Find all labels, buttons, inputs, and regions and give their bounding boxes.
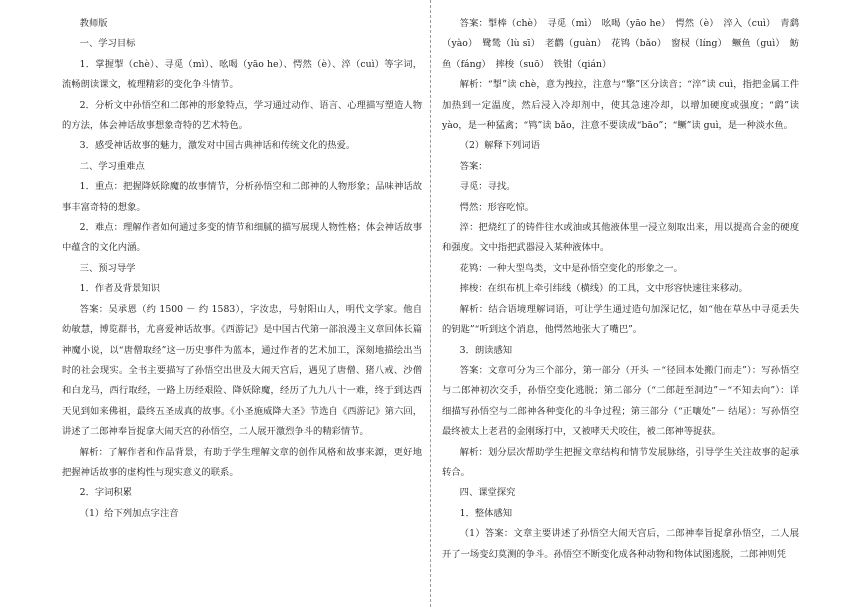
paragraph: （1）答案：文章主要讲述了孙悟空大闹天宫后，二郎神奉旨捉拿孙悟空，二人展开了一场变幻莫测的争斗。孙悟空不断变化成各种动物和物体试图逃脱，二郎神则凭 [442, 528, 799, 560]
paragraph: 淬：把烧红了的铸件往水或油或其他液体里一浸立刻取出来，用以提高合金的硬度和强度。文中指把武器浸入某种液体中。 [442, 222, 799, 254]
subheading: （1）给下列加点字注音 [79, 507, 179, 519]
section-heading: 一、学习目标 [79, 38, 136, 50]
paragraph: 1．掌握掣（chè）、寻觅（mì）、吆喝（yāo he）、愕然（è）、淬（cuì）等字词，流畅朗读课文，梳理精彩的变化争斗情节。 [62, 58, 422, 91]
section-heading: 三、预习导学 [79, 262, 136, 274]
paragraph: 答案：吴承恩（约 1500 － 约 1583），字汝忠，号射阳山人，明代文学家。他自幼敏慧，博览群书，尤喜爱神话故事。《西游记》是中国古代第一部浪漫主义章回体长篇神魔小说，以“唐僧取经”这一历史事件为蓝本，通过作者的艺术加工，深刻地描绘出当时的社会现实。全书主要描写了孙悟空出世及大闹天宫后，遇见了唐僧、猪八戒、沙僧和白龙马，西行取经，一路上历经艰险、降妖除魔，经历了九九八十一难，终于到达西天见到如来佛祖，最终五圣成真的故事。《小圣施威降大圣》节选自《西游记》第六回，讲述了二郎神奉旨捉拿大闹天宫的孙悟空，二人展开激烈争斗的精彩情节。 [62, 303, 422, 438]
paragraph: 寻觅：寻找。 [459, 181, 516, 193]
paragraph: 解析：结合语境理解词语，可让学生通过造句加深记忆，如“他在草丛中寻觅丢失的钥匙”“听到这个消息，他愕然地张大了嘴巴”。 [442, 303, 799, 336]
paragraph: 2．分析文中孙悟空和二郎神的形象特点，学习通过动作、语言、心理描写塑造人物的方法，体会神话故事想象奇特的艺术特色。 [62, 99, 422, 132]
right-column [442, 14, 799, 565]
version-label: 教师版 [79, 18, 108, 29]
paragraph: 愕然：形容吃惊。 [459, 201, 535, 213]
paragraph: 2．难点：理解作者如何通过多变的情节和细腻的描写展现人物性格；体会神话故事中蕴含的文化内涵。 [62, 222, 422, 254]
paragraph: 摔梭：在织布机上牵引纬线（横线）的工具，文中形容快速往来移动。 [459, 283, 748, 295]
paragraph: 花鸨：一种大型鸟类，文中是孙悟空变化的形象之一。 [459, 262, 683, 274]
column-divider [430, 0, 431, 607]
paragraph: 解析：划分层次帮助学生把握文章结构和情节发展脉络，引导学生关注故事的起承转合。 [442, 446, 799, 478]
subheading: 2．字词积累 [79, 487, 133, 499]
paragraph: 1．重点：把握降妖除魔的故事情节，分析孙悟空和二郎神的人物形象；品味神话故事丰富奇特的想象。 [62, 181, 422, 213]
subheading: 1．整体感知 [459, 507, 513, 519]
paragraph: 答案：掣棒（chè） 寻觅（mì） 吆喝（yāo he） 愕然（è） 淬入（cuì） 青鹞（yào） 鹭鸶（lù sī） 老鹳（guàn） 花鸨（bǎo） 窗棂（líng） 鳜鱼（guì） 鲂鱼（fáng） 摔梭（suō） 铁钳（qián） [442, 18, 799, 70]
subheading: 3．朗读感知 [459, 344, 513, 356]
subheading: （2）解释下列词语 [459, 140, 540, 152]
paragraph: 答案： [459, 160, 488, 172]
paragraph: 解析：了解作者和作品背景，有助于学生理解文章的创作风格和故事来源，更好地把握神话故事的虚构性与现实意义的联系。 [62, 446, 422, 478]
left-column [62, 14, 422, 524]
paragraph: 3．感受神话故事的魅力，激发对中国古典神话和传统文化的热爱。 [79, 140, 356, 152]
section-heading: 四、课堂探究 [459, 487, 516, 499]
paragraph: 解析：“掣”读 chè，意为拽拉，注意与“擎”区分读音；“淬”读 cuì，指把金属工件加热到一定温度，然后浸入冷却剂中，使其急速冷却，以增加硬度或强度；“鹞”读 yào，是一种猛禽；“鸨”读 bǎo，注意不要读成“bāo”；“鳜”读 guì，是一种淡水鱼。 [442, 79, 799, 132]
subheading: 1．作者及背景知识 [79, 283, 160, 295]
section-heading: 二、学习重难点 [79, 160, 145, 172]
paragraph: 答案：文章可分为三个部分，第一部分（开头 －“径回本处搬门而走”）：写孙悟空与二郎神初次交手，孙悟空变化逃脱；第二部分（“二郎赶至洞边”－“不知去向”）：详细描写孙悟空与二郎神各种变化的斗争过程；第三部分（“正嚷处”－ 结尾）：写孙悟空最终被太上老君的金刚琢打中，又被哮天犬咬住，被二郎神等捉获。 [442, 364, 799, 438]
